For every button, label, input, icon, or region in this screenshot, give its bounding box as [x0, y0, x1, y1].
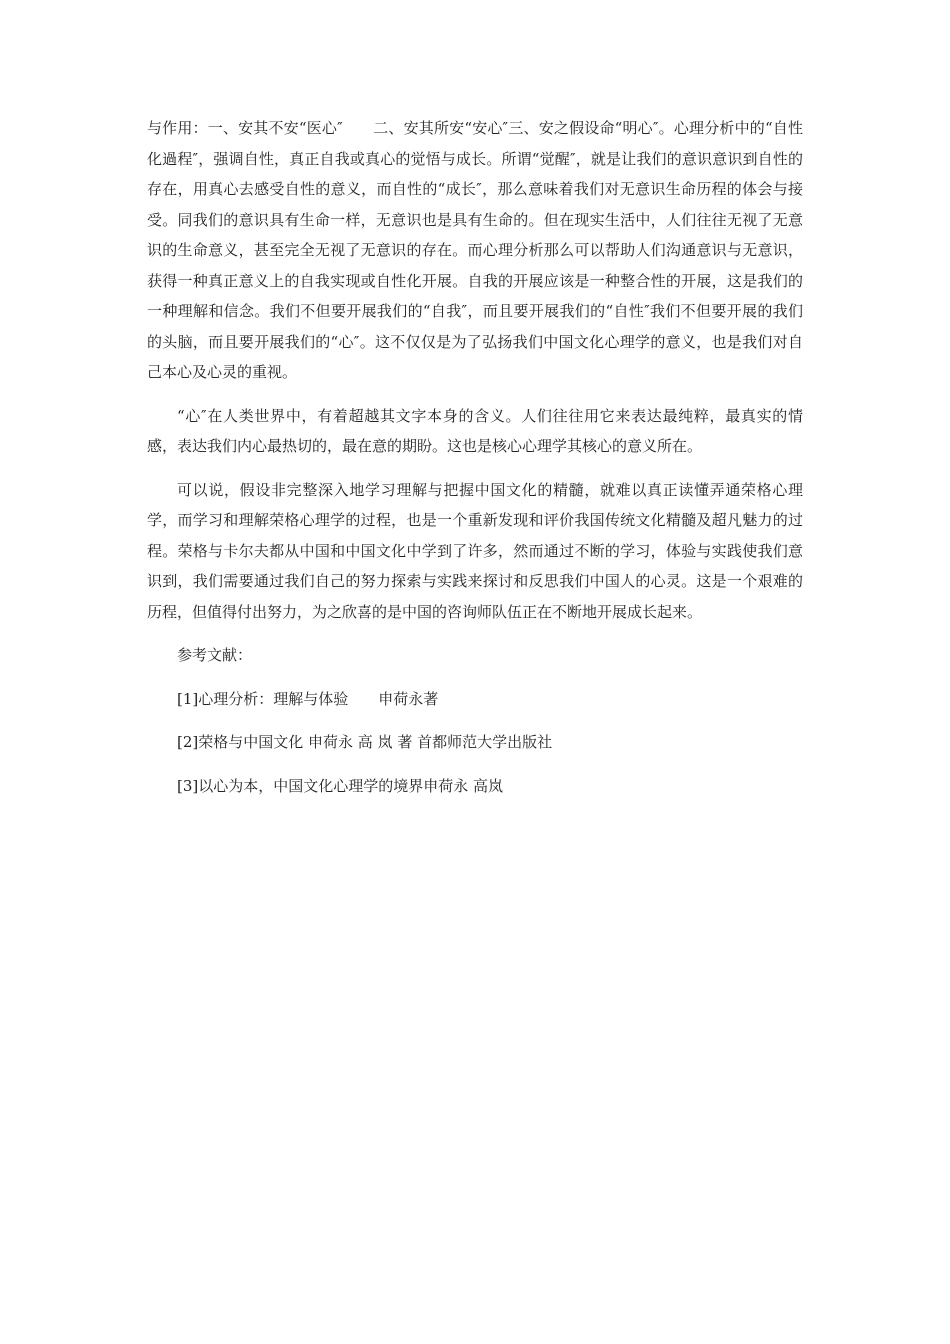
body-paragraph-1: 与作用：一、安其不安“医心″ 二、安其所安“安心″三、安之假设命“明心″。心理分析中的“自性化過程″，强调自性，真正自我或真心的觉悟与成长。所谓“觉醒″，就是让我们的意识意识到自性的存在，用真心去感受自性的意义，而自性的“成长″，那么意味着我们对无意识生命历程的体会与接受。同我们的意识具有生命一样，无意识也是具有生命的。但在现实生活中，人们往往无视了无意识的生命意义，甚至完全无视了无意识的存在。而心理分析那么可以帮助人们沟通意识与无意识，获得一种真正意义上的自我实现或自性化开展。自我的开展应该是一种整合性的开展，这是我们的一种理解和信念。我们不但要开展我们的“自我″，而且要开展我们的“自性″我们不但要开展的我们的头脑，而且要开展我们的“心″。这不仅仅是为了弘扬我们中国文化心理学的意义，也是我们对自己本心及心灵的重视。	[147, 119, 803, 381]
reference-item-1: [1]心理分析：理解与体验 申荷永著	[177, 689, 439, 708]
reference-item-2: [2]荣格与中国文化 申荷永 高 岚 著 首都师范大学出版社	[177, 733, 553, 751]
body-paragraph-2: “心″在人类世界中，有着超越其文字本身的含义。人们往往用它来表达最纯粹，最真实的情感，表达我们内心最热切的，最在意的期盼。这也是核心心理学其核心的意义所在。	[147, 406, 803, 455]
body-paragraph-3: 可以说，假设非完整深入地学习理解与把握中国文化的精髓，就难以真正读懂弄通荣格心理学，而学习和理解荣格心理学的过程，也是一个重新发现和评价我国传统文化精髓及超凡魅力的过程。荣格与卡尔夫都从中国和中国文化中学到了许多，然而通过不断的学习，体验与实践使我们意识到，我们需要通过我们自己的努力探索与实践来探讨和反思我们中国人的心灵。这是一个艰难的历程，但值得付出努力，为之欣喜的是中国的咨询师队伍正在不断地开展成长起来。	[147, 480, 803, 621]
references-heading: 参考文献：	[177, 646, 253, 664]
references-list	[147, 684, 803, 802]
document-body	[147, 113, 803, 814]
reference-item-3: [3]以心为本，中国文化心理学的境界申荷永 高岚	[177, 776, 504, 795]
